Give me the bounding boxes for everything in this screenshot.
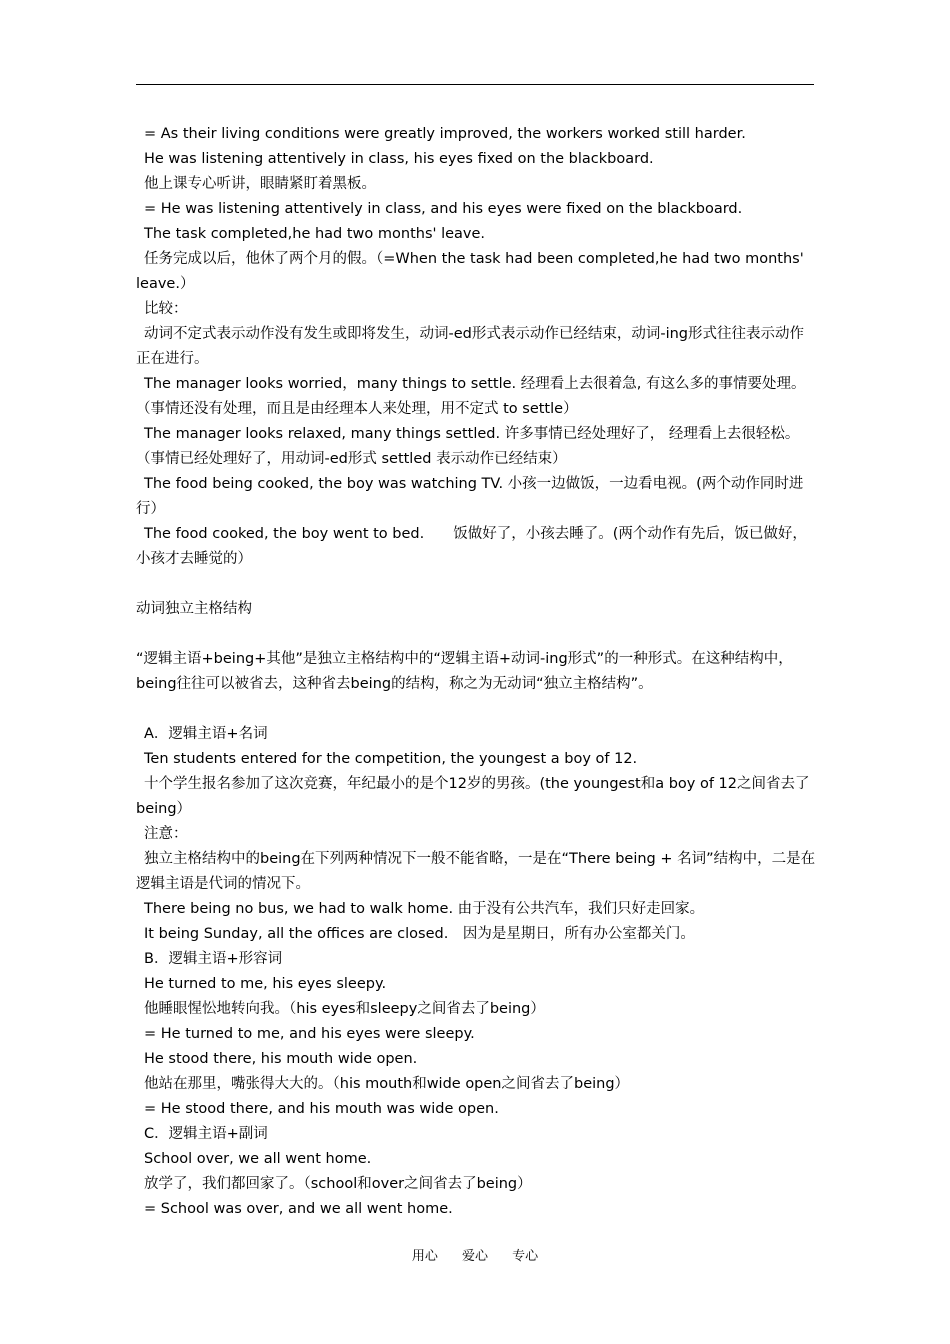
- text-line: The food cooked, the boy went to bed. 饭做好了，小孩去睡了。(两个动作有先后，饭已做好，小孩才去睡觉的）: [136, 526, 807, 567]
- text-line: Ten students entered for the competition, the youngest a boy of 12.: [144, 751, 638, 767]
- text-line: He was listening attentively in class, his eyes fixed on the blackboard.: [144, 151, 654, 167]
- footer-word-1: 用心: [411, 1249, 438, 1264]
- text-line: 任务完成以后，他休了两个月的假。（=When the task had been completed,he had two months' leave.）: [136, 251, 804, 292]
- text-line: 注意：: [144, 826, 188, 842]
- blank-line: [136, 697, 816, 722]
- text-line: 动词独立主格结构: [136, 601, 252, 617]
- blank-line: [136, 572, 816, 597]
- blank-line: [136, 622, 816, 647]
- text-line: The food being cooked, the boy was watching TV. 小孩一边做饭，一边看电视。(两个动作同时进行）: [136, 476, 804, 517]
- text-line: 放学了，我们都回家了。（school和over之间省去了being）: [144, 1176, 532, 1192]
- text-line: The task completed,he had two months' leave.: [144, 226, 486, 242]
- text-line: “逻辑主语+being+其他”是独立主格结构中的“逻辑主语+动词-ing形式”的一种形式。在这种结构中，being往往可以被省去，这种省去being的结构，称之为无动词“独立主格结构”。: [136, 651, 793, 692]
- footer-word-3: 专心: [512, 1249, 539, 1264]
- text-line: 十个学生报名参加了这次竞赛，年纪最小的是个12岁的男孩。(the youngest和a boy of 12之间省去了being）: [136, 776, 810, 817]
- text-line: 他睡眼惺忪地转向我。（his eyes和sleepy之间省去了being）: [144, 1001, 545, 1017]
- page-footer: [0, 1247, 950, 1267]
- text-line: = He was listening attentively in class, and his eyes were fixed on the blackboard.: [144, 201, 743, 217]
- text-line: There being no bus, we had to walk home. 由于没有公共汽车，我们只好走回家。: [144, 901, 705, 917]
- text-line: 他上课专心听讲，眼睛紧盯着黑板。: [144, 176, 376, 192]
- text-line: The manager looks worried，many things to settle. 经理看上去很着急, 有这么多的事情要处理。（事情还没有处理，而且是由经理本人来处理，用不定式 to settle）: [136, 376, 806, 417]
- text-line: = School was over, and we all went home.: [144, 1201, 453, 1217]
- text-line: A．逻辑主语+名词: [144, 726, 268, 742]
- document-body: [136, 122, 816, 1222]
- text-line: He stood there, his mouth wide open.: [144, 1051, 418, 1067]
- footer-word-2: 爱心: [461, 1249, 488, 1264]
- text-line: 他站在那里，嘴张得大大的。（his mouth和wide open之间省去了being）: [144, 1076, 630, 1092]
- text-line: = As their living conditions were greatly improved, the workers worked still harder.: [144, 126, 746, 142]
- text-line: B．逻辑主语+形容词: [144, 951, 283, 967]
- text-line: C．逻辑主语+副词: [144, 1126, 268, 1142]
- text-line: 比较：: [144, 301, 188, 317]
- text-line: The manager looks relaxed, many things settled. 许多事情已经处理好了， 经理看上去很轻松。（事情已经处理好了，用动词-ed形式 settled 表示动作已经结束）: [136, 426, 800, 467]
- text-line: School over, we all went home.: [144, 1151, 372, 1167]
- text-line: 动词不定式表示动作没有发生或即将发生，动词-ed形式表示动作已经结束，动词-ing形式往往表示动作正在进行。: [136, 326, 805, 367]
- text-line: = He turned to me, and his eyes were sleepy.: [144, 1026, 475, 1042]
- text-line: 独立主格结构中的being在下列两种情况下一般不能省略，一是在“There being + 名词”结构中，二是在逻辑主语是代词的情况下。: [136, 851, 816, 892]
- header-rule: [136, 84, 814, 85]
- text-line: It being Sunday, all the offices are closed. 因为是星期日，所有办公室都关门。: [144, 926, 695, 942]
- text-line: He turned to me, his eyes sleepy.: [144, 976, 387, 992]
- text-line: = He stood there, and his mouth was wide open.: [144, 1101, 499, 1117]
